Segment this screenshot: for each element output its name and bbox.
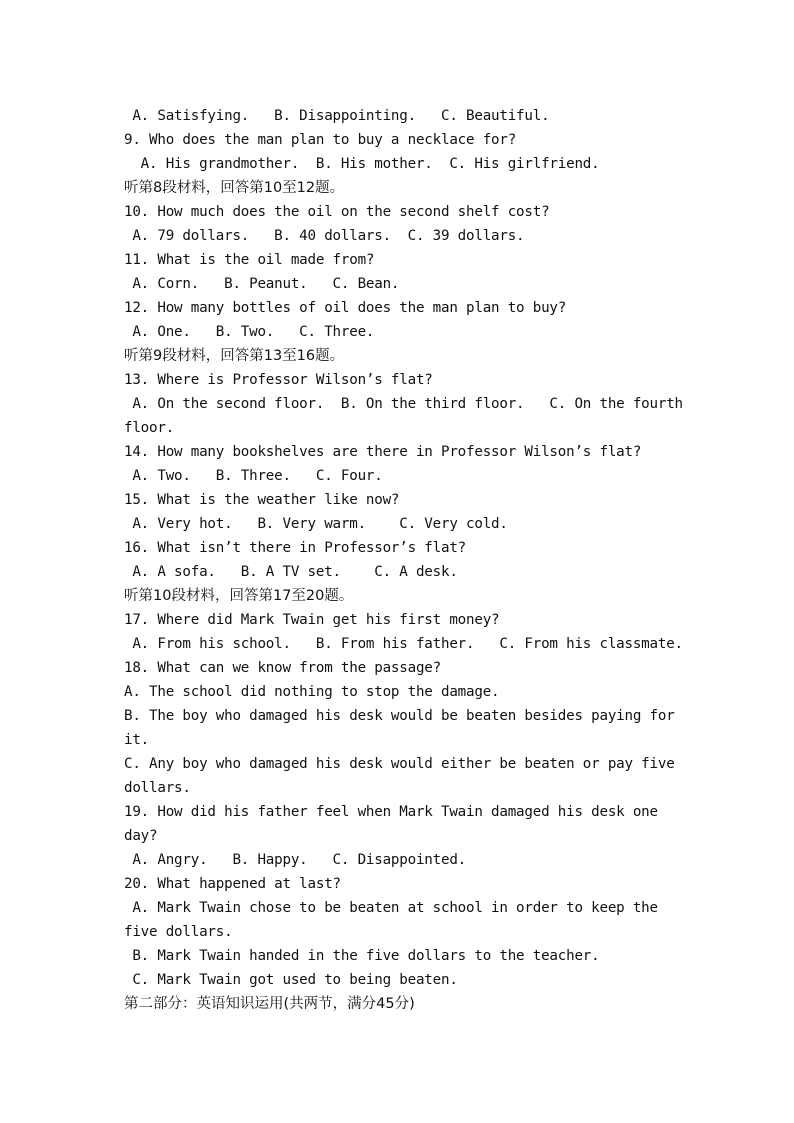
question-line: 13. Where is Professor Wilson’s flat?: [124, 372, 433, 388]
section-heading: 听第8段材料，回答第10至12题。: [124, 180, 345, 196]
question-line: 15. What is the weather like now?: [124, 492, 400, 508]
question-line: 12. How many bottles of oil does the man plan to buy?: [124, 300, 567, 316]
option-line: A. 79 dollars. B. 40 dollars. C. 39 dollars.: [124, 228, 525, 244]
option-line: A. On the second floor. B. On the third floor. C. On the fourth: [124, 396, 683, 412]
option-line: C. Mark Twain got used to being beaten.: [124, 972, 458, 988]
option-line: C. Any boy who damaged his desk would either be beaten or pay five: [124, 756, 675, 772]
question-line: 18. What can we know from the passage?: [124, 660, 441, 676]
section-heading: 听第9段材料，回答第13至16题。: [124, 348, 345, 364]
option-line: A. One. B. Two. C. Three.: [124, 324, 375, 340]
option-continuation: dollars.: [124, 780, 191, 796]
option-continuation: it.: [124, 732, 150, 748]
question-line: 16. What isn’t there in Professor’s flat?: [124, 540, 467, 556]
option-line: A. Two. B. Three. C. Four.: [124, 468, 383, 484]
option-line: B. Mark Twain handed in the five dollars to the teacher.: [124, 948, 600, 964]
option-line: A. His grandmother. B. His mother. C. His girlfriend.: [124, 156, 600, 172]
section-heading: 听第10段材料，回答第17至20题。: [124, 588, 354, 604]
option-line: A. Corn. B. Peanut. C. Bean.: [124, 276, 400, 292]
question-line: 10. How much does the oil on the second shelf cost?: [124, 204, 550, 220]
question-line: 14. How many bookshelves are there in Professor Wilson’s flat?: [124, 444, 642, 460]
question-line: 19. How did his father feel when Mark Twain damaged his desk one: [124, 804, 658, 820]
option-line: B. The boy who damaged his desk would be beaten besides paying for: [124, 708, 675, 724]
option-line: A. The school did nothing to stop the damage.: [124, 684, 500, 700]
option-line: A. Angry. B. Happy. C. Disappointed.: [124, 852, 467, 868]
option-line: A. Mark Twain chose to be beaten at school in order to keep the: [124, 900, 658, 916]
option-line: A. Very hot. B. Very warm. C. Very cold.: [124, 516, 508, 532]
option-line: A. From his school. B. From his father. C. From his classmate.: [124, 636, 683, 652]
option-line: A. A sofa. B. A TV set. C. A desk.: [124, 564, 458, 580]
question-continuation: day?: [124, 828, 158, 844]
option-continuation: five dollars.: [124, 924, 233, 940]
question-line: 9. Who does the man plan to buy a necklace for?: [124, 132, 517, 148]
question-line: 17. Where did Mark Twain get his first money?: [124, 612, 500, 628]
question-line: 11. What is the oil made from?: [124, 252, 375, 268]
question-line: 20. What happened at last?: [124, 876, 341, 892]
part-heading: 第二部分：英语知识运用(共两节，满分45分): [124, 996, 415, 1012]
option-continuation: floor.: [124, 420, 175, 436]
option-line: A. Satisfying. B. Disappointing. C. Beautiful.: [124, 108, 550, 124]
